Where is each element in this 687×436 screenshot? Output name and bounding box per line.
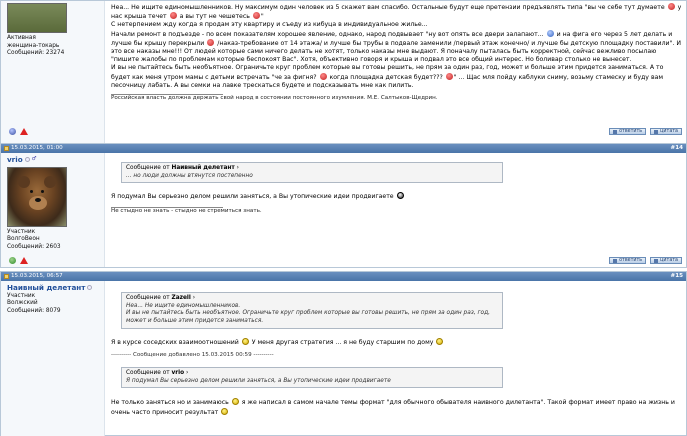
post-text: Не только заняться но и занимаюсь я же написал в самом начале темы формат "для обычного обывателя наивного дилетанта". Такой формат имеет право на жизнь и очень часто приносит результат (111, 399, 675, 416)
post-icon (4, 146, 9, 151)
post-13-footer-icons (9, 128, 28, 135)
post-text: С нетерпением жду когда я продам эту квартиру и съеду из кибуца в индивидуальное жилье... (111, 21, 428, 29)
quote-icon (654, 130, 658, 134)
user-rank: Участник (7, 228, 36, 235)
angry-smiley-icon (253, 12, 260, 19)
quote-text: Неа... Не ищите единомышленников. (126, 302, 241, 309)
report-post-icon[interactable] (20, 257, 28, 264)
quote-block: Сообщение от vrio › Я подумал Вы серьезно делом решили заняться, а Вы утопические идеи продвигаете (121, 367, 503, 388)
online-status-icon (87, 285, 92, 290)
angry-smiley-icon (446, 73, 453, 80)
post-date: 15.03.2015, 06:57 (11, 273, 63, 279)
post-15 (0, 271, 687, 436)
post-13-userpane (1, 1, 105, 145)
signature: Не стыдно не знать - стыдно не стремиться знать. (111, 208, 262, 215)
merged-post-notice: ---------- Сообщение добавлено 15.03.2015 00:59 ---------- (111, 351, 274, 358)
user-post-count: Сообщений: 2603 (7, 243, 61, 250)
post-text: Я подумал Вы серьезно делом решили заняться, а Вы утопические идеи продвигаете (111, 192, 682, 201)
angry-smiley-icon (170, 12, 177, 19)
user-post-count: Сообщений: 23274 (7, 50, 65, 57)
post-icon (4, 274, 9, 279)
view-post-icon[interactable]: › (185, 370, 189, 377)
reply-button[interactable]: ответить (609, 128, 646, 135)
post-14-userpane (1, 153, 105, 267)
quote-icon (654, 259, 658, 263)
post-14-actions (609, 257, 682, 264)
avatar[interactable] (7, 3, 67, 33)
angry-smiley-icon (668, 3, 675, 10)
online-status-icon (9, 257, 16, 264)
quote-block: Сообщение от Zazell › Неа... Не ищите единомышленников. И вы не пытайтесь быть необъятное. Ограничьте круг проблем которые вы готовы решить, не прям за один раз, год, может и больше этим придется заниматься. (121, 292, 503, 329)
signature: Российская власть должна держать свой народ в состоянии постоянного изумления. М.Е. Салтыков-Щедрин. (111, 94, 438, 101)
online-status-icon (25, 157, 30, 162)
angry-smiley-icon (320, 73, 327, 80)
username-link[interactable]: Наивный делетант (7, 283, 86, 292)
post-text: И вы не пытайтесь быть необъятное. Ограничьте круг проблем которые вы готовы решить, не прям за один раз, год, может и больше этим придется заниматься. А то будет как меня утром мамы с детьми встречать "че за фигня? когда площадка детская будет??? " ... Щас мля пойду каблуки сниму, возьму стамеску и буду вам песочницу лабать. А вы семки на лавке трескаться будете и подсказывать мне как пилить. (111, 64, 664, 89)
reply-button[interactable]: ответить (609, 257, 646, 264)
quote-button[interactable]: цитата (650, 257, 682, 264)
post-13 (0, 0, 687, 146)
user-rank: Участник (7, 292, 36, 299)
user-location: ВолгоВеон (7, 236, 40, 243)
smile-icon (221, 408, 228, 415)
post-14 (0, 143, 687, 268)
smile-icon (436, 338, 443, 345)
reply-icon (613, 259, 617, 263)
post-text: Неа... Не ищите единомышленников. Ну максимум один человек из 5 скажет вам спасибо. Остальные будут еще претензии предъявлять типа "вы че себе тут думаете у нас крыша течет а вы тут не чешетесь " (111, 4, 682, 21)
gender-icon: ♂ (31, 156, 37, 163)
quote-author: vrio (171, 370, 185, 377)
username-link[interactable]: vrio (7, 155, 23, 164)
quote-text: ... но люди должны втянутся постепенно (126, 172, 253, 179)
quote-text: И вы не пытайтесь быть необъятное. Ограничьте круг проблем которые вы готовы решить, не прям за один раз, год, может и больше этим придется заниматься. (126, 310, 490, 324)
view-post-icon[interactable]: › (236, 165, 239, 171)
cool-smiley-icon (397, 192, 404, 199)
post-14-footer-icons (9, 257, 28, 264)
post-14-body (111, 160, 682, 216)
avatar[interactable] (7, 167, 67, 227)
post-15-userpane (1, 281, 105, 436)
quote-author: Наивный делетант (171, 165, 235, 171)
user-location: Волжский (7, 300, 38, 307)
post-13-actions (609, 128, 682, 135)
reply-icon (613, 130, 617, 134)
angry-smiley-icon (207, 39, 214, 46)
post-13-body (111, 3, 682, 102)
post-15-body (111, 290, 682, 417)
report-post-icon[interactable] (20, 128, 28, 135)
smile-icon (242, 338, 249, 345)
quote-button[interactable]: цитата (650, 128, 682, 135)
user-post-count: Сообщений: 8079 (7, 307, 61, 314)
user-rank: Активная женщина-токарь (7, 35, 60, 49)
offline-status-icon (9, 128, 16, 135)
quote-block: Сообщение от Наивный делетант › ... но люди должны втянутся постепенно (121, 162, 503, 183)
post-text: Начали ремонт в подъезде - по всем показателям хорошее явление, однако, народ подвывает "ну вот опять все двери залапают... и на фига его через 5 лет делать и лучше бы крышу перекрыли /наказ-требование от 14 этажа/ и лучше бы трубы в подвале заменили /первый этаж конечно/ и лучше бы детскую площадку поставили". И это все наказы мне!!! От людей которые сами ничего делать не хотят, только наказы мне выдают. Я поначалу пыталась быть корректной, сейчас вежливо посылаю "пишите жалобы по проблемам которые беспокоят Вас". Хотя, объективно говоря и крыша и подвал это все общий интерес. Но боливар столько не вынесет. (111, 30, 681, 64)
post-number-link[interactable]: #15 (670, 273, 683, 279)
quote-author: Zazell (171, 295, 191, 301)
post-header (1, 272, 686, 281)
view-post-icon[interactable]: › (192, 295, 196, 301)
post-text: Я в курсе соседских взаимоотношений У меня другая стратегия ... я не буду старшим по дому (111, 338, 682, 347)
smile-icon (232, 398, 239, 405)
quote-text: Я подумал Вы серьезно делом решили заняться, а Вы утопические идеи продвигаете (126, 377, 391, 384)
post-number-link[interactable]: #14 (670, 145, 683, 151)
post-header (1, 144, 686, 153)
rolleyes-smiley-icon (547, 30, 554, 37)
post-date: 15.03.2015, 01:00 (11, 145, 63, 151)
